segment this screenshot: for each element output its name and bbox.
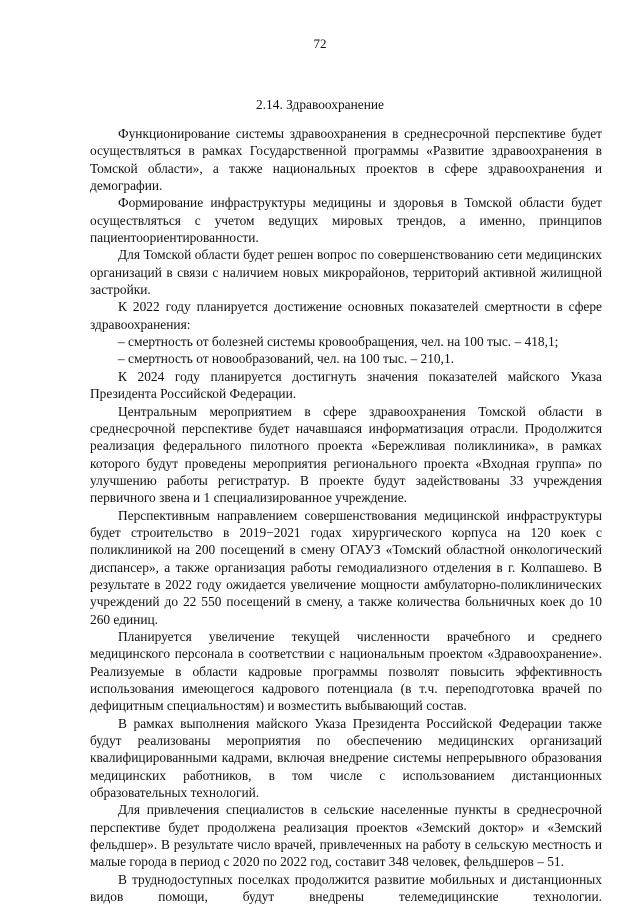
page-number: 72 [313, 36, 327, 51]
paragraph: Для Томской области будет решен вопрос по совершенствованию сети медицинских организаций в связи с наличием новых микрорайонов, территорий активной жилищной застройки. [90, 247, 602, 298]
paragraph: Перспективным направлением совершенствования медицинской инфраструктуры будет строительство в 2019−2021 годах хирургического корпуса на 120 коек с поликлиникой на 200 посещений в смену ОГАУЗ «Томский областной онкологический диспансер», а также организация работы гемодиализного отделения в г. Колпашево. В результате в 2022 году ожидается увеличение мощности амбулаторно-поликлинических учреждений до 22 550 посещений в смену, а также количества больничных коек до 10 260 единиц. [90, 507, 602, 627]
section-title: 2.14. Здравоохранение [256, 97, 384, 112]
paragraph: В рамках выполнения майского Указа Президента Российской Федерации также будут реализованы мероприятия по обеспечению медицинских организаций квалифицированными кадрами, включая внедрение системы непрерывного образования медицинских работников, в том числе с использованием дистанционных образовательных технологий. [90, 715, 602, 801]
paragraph: Формирование инфраструктуры медицины и здоровья в Томской области будет осуществляться с учетом ведущих мировых трендов, а именно, принципов пациентоориентированности. [90, 195, 602, 246]
paragraph: К 2022 году планируется достижение основных показателей смертности в сфере здравоохранения: [90, 299, 602, 332]
paragraph: К 2024 году планируется достигнуть значения показателей майского Указа Президента Российской Федерации. [90, 368, 602, 402]
paragraph: Для привлечения специалистов в сельские населенные пункты в среднесрочной перспективе будет продолжена реализация проектов «Земский доктор» и «Земский фельдшер». В результате число врачей, привлеченных на работу в сельскую местность и малые города в период с 2020 по 2022 год, составит 348 человек, фельдшеров – 51. [90, 802, 602, 870]
list-item: – смертность от новообразований, чел. на 100 тыс. – 210,1. [118, 351, 455, 367]
list-item: – смертность от болезней системы кровообращения, чел. на 100 тыс. – 418,1; [118, 334, 559, 350]
paragraph: Центральным мероприятием в сфере здравоохранения Томской области в среднесрочной перспективе будет начавшаяся информатизация отрасли. Продолжится реализация федерального пилотного проекта «Бережливая поликлиника», в рамках которого будут проведены мероприятия регионального проекта «Входная группа» по улучшению работы регистратур. В проекте будут задействованы 33 учреждения первичного звена и 1 специализированное учреждение. [90, 403, 602, 506]
paragraph: Функционирование системы здравоохранения в среднесрочной перспективе будет осуществляться в рамках Государственной программы «Развитие здравоохранения в Томской области», а также национальных проектов в сфере здравоохранения и демографии. [90, 126, 602, 194]
paragraph: Планируется увеличение текущей численности врачебного и среднего медицинского персонала в соответствии с национальным проектом «Здравоохранение». Реализуемые в области кадровые программы позволят повысить эффективность использования имеющегося кадрового потенциала (в т.ч. переподготовка врачей по дефицитным специальностям) и возместить выбывающий состав. [90, 628, 602, 714]
document-body [90, 125, 602, 905]
paragraph: В труднодоступных поселках продолжится развитие мобильных и дистанционных видов помощи, будут внедрены телемедицинские технологии. [90, 871, 602, 905]
